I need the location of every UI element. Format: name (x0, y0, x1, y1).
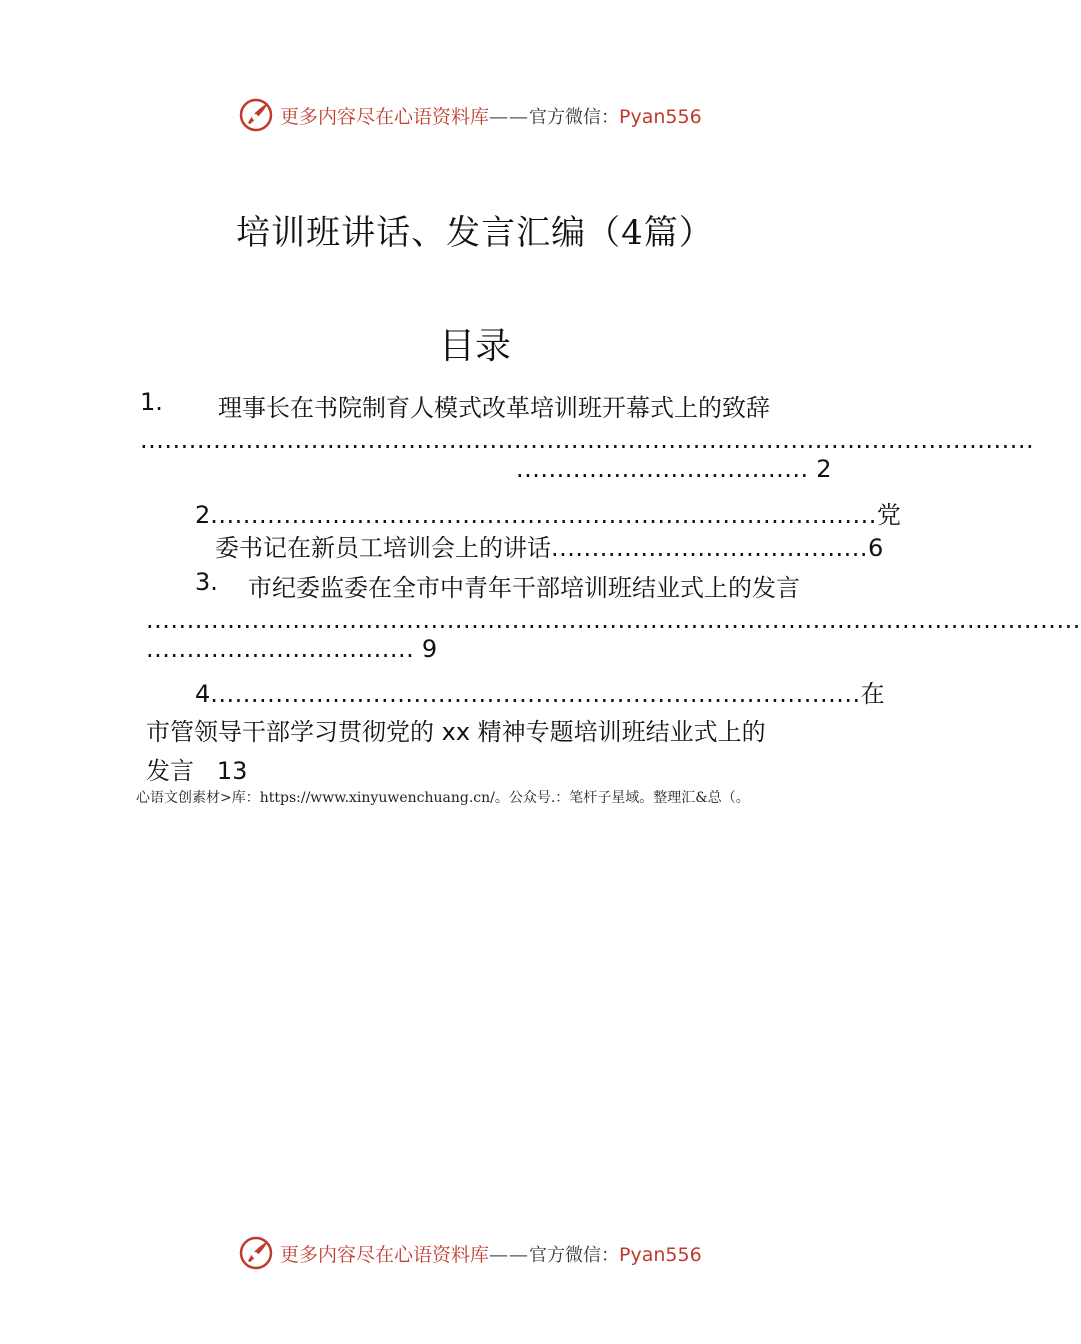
toc-item-1-title: 理事长在书院制育人模式改革培训班开幕式上的致辞 (218, 394, 770, 422)
toc-item-3-number: 3. (195, 568, 218, 596)
toc-item-2-number: 2 (195, 501, 211, 529)
toc-item-4-number: 4 (195, 680, 211, 708)
banner-label: 官方微信： (529, 106, 620, 128)
toc-item-2-leader: .................................................................................. (210, 501, 877, 529)
document-title: 培训班讲话、发言汇编（4篇） (236, 213, 714, 253)
toc-item-3-leader: ................................................................................................................... (146, 606, 1081, 634)
toc-item-2-leader-end: ....................................... (551, 534, 869, 562)
toc-item-2-line1 (195, 495, 901, 530)
toc-item-4-line3 (146, 751, 247, 786)
source-note: 心语文创素材>库：https://www.xinyuwenchuang.cn/。公众号.：笔杆子星域。整理汇&总（。 (136, 790, 750, 806)
banner-account: Pyan556 (619, 1243, 702, 1266)
toc-item-2-title-first: 党 (876, 501, 901, 529)
header-banner (238, 95, 758, 135)
toc-item-3-page: 9 (421, 635, 438, 663)
toc-item-3-page-line (146, 635, 437, 663)
banner-separator: —— (489, 1243, 530, 1266)
banner-slogan: 更多内容尽在心语资料库 (280, 1243, 490, 1266)
banner-text (280, 1240, 702, 1267)
toc-item-1-leader-end: .................................... (516, 455, 809, 483)
toc-item-4-page: 13 (216, 757, 248, 785)
banner-separator: —— (489, 105, 530, 128)
toc-item-1-page-line (516, 455, 832, 483)
toc-item-1-leader: .............................................................................................................. (140, 426, 1035, 454)
toc-item-3-title: 市纪委监委在全市中青年干部培训班结业式上的发言 (248, 574, 800, 602)
banner-account: Pyan556 (619, 105, 702, 128)
quill-logo-icon (238, 1235, 274, 1271)
footer-banner (238, 1233, 758, 1273)
toc-item-2-page: 6 (868, 534, 884, 562)
quill-logo-icon (238, 97, 274, 133)
toc-item-4-leader: ................................................................................ (210, 680, 861, 708)
toc-item-1-number: 1. (140, 388, 163, 416)
toc-item-2-line2 (215, 528, 883, 563)
toc-item-1-page: 2 (816, 455, 832, 483)
toc-item-4-title-last: 发言 (146, 757, 194, 785)
banner-label: 官方微信： (529, 1244, 620, 1266)
toc-item-3-leader-end: ................................. (146, 635, 415, 663)
toc-item-4-title-first: 在 (860, 680, 885, 708)
toc-item-4-line1 (195, 674, 885, 709)
banner-text (280, 102, 702, 129)
toc-item-2-title-rest: 委书记在新员工培训会上的讲话 (215, 534, 551, 562)
banner-slogan: 更多内容尽在心语资料库 (280, 105, 490, 128)
toc-item-4-title-middle: 市管领导干部学习贯彻党的 xx 精神专题培训班结业式上的 (146, 718, 766, 746)
toc-heading: 目录 (438, 326, 511, 367)
